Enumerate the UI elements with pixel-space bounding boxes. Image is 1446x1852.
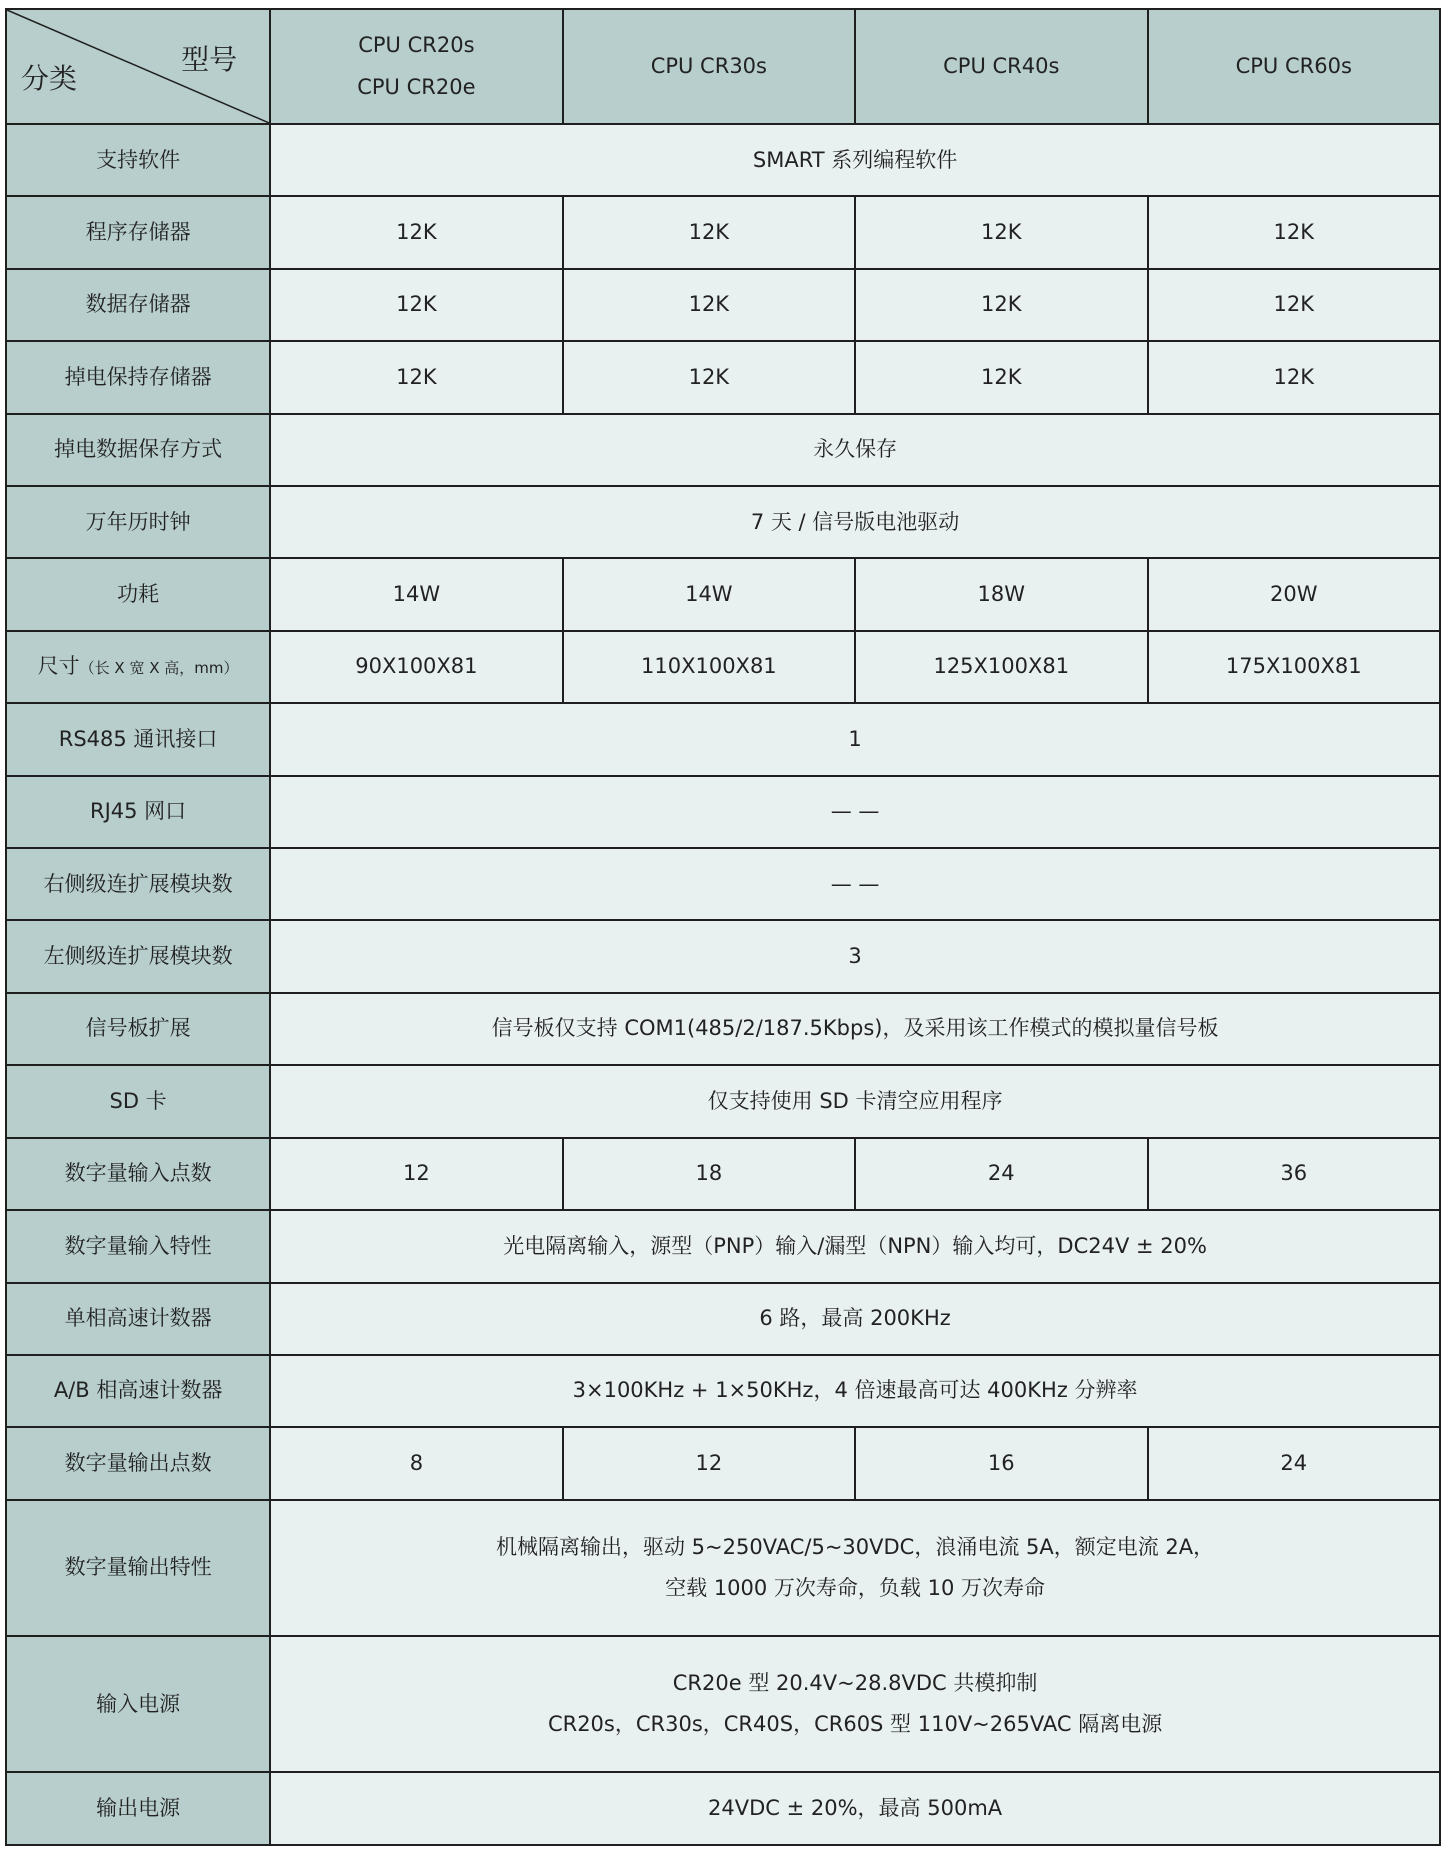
row-label-text: 尺寸: [37, 654, 80, 679]
spec-table: [5, 8, 1441, 1846]
row-rj45: [6, 776, 1440, 848]
row-label: SD 卡: [6, 1065, 270, 1137]
row-retention-method: [6, 414, 1440, 486]
row-left-expansion: [6, 920, 1440, 992]
row-digital-outputs: [6, 1427, 1440, 1499]
row-value: [270, 1636, 1440, 1772]
row-label: RJ45 网口: [6, 776, 270, 848]
row-cell: 36: [1148, 1138, 1440, 1210]
row-cell: 12: [563, 1427, 855, 1499]
model-header-cr60: [1148, 9, 1440, 124]
category-axis-label: 分类: [21, 61, 78, 95]
row-cell: 90X100X81: [270, 631, 562, 703]
model-name: CPU CR60s: [1235, 53, 1352, 78]
row-cell: 12K: [1148, 341, 1440, 413]
row-value-line: CR20s，CR30s，CR40S，CR60S 型 110V~265VAC 隔离电源: [547, 1712, 1163, 1737]
row-cell: 24: [1148, 1427, 1440, 1499]
row-value: 永久保存: [270, 414, 1440, 486]
row-cell: 16: [855, 1427, 1147, 1499]
row-software: [6, 124, 1440, 196]
row-cell: 12K: [855, 196, 1147, 268]
row-value-line: 空载 1000 万次寿命，负载 10 万次寿命: [665, 1575, 1046, 1600]
row-label: 信号板扩展: [6, 993, 270, 1065]
row-label: 数字量输入点数: [6, 1138, 270, 1210]
row-cell: 12K: [270, 196, 562, 268]
row-dimensions: [6, 631, 1440, 703]
row-cell: 12: [270, 1138, 562, 1210]
row-output-power: [6, 1772, 1440, 1845]
row-label: 程序存储器: [6, 196, 270, 268]
row-cell: 12K: [563, 196, 855, 268]
row-label: 右侧级连扩展模块数: [6, 848, 270, 920]
row-value: 24VDC ± 20%，最高 500mA: [270, 1772, 1440, 1845]
row-label: 支持软件: [6, 124, 270, 196]
row-label: 数字量输出特性: [6, 1500, 270, 1636]
row-cell: 12K: [855, 269, 1147, 341]
header-row: [6, 9, 1440, 124]
row-digital-inputs: [6, 1138, 1440, 1210]
row-value: — —: [270, 776, 1440, 848]
row-label: 万年历时钟: [6, 486, 270, 558]
row-label: 左侧级连扩展模块数: [6, 920, 270, 992]
row-retentive-memory: [6, 341, 1440, 413]
row-label: RS485 通讯接口: [6, 703, 270, 775]
row-cell: 12K: [270, 269, 562, 341]
row-value: [270, 1500, 1440, 1636]
row-value: 3×100KHz + 1×50KHz，4 倍速最高可达 400KHz 分辨率: [270, 1355, 1440, 1427]
row-label: 掉电数据保存方式: [6, 414, 270, 486]
model-name: CPU CR20s: [358, 33, 475, 58]
row-cell: 12K: [1148, 269, 1440, 341]
row-label: 单相高速计数器: [6, 1283, 270, 1355]
row-cell: 12K: [855, 341, 1147, 413]
row-label-note: （长 X 宽 X 高，mm）: [79, 659, 239, 678]
row-cell: 175X100X81: [1148, 631, 1440, 703]
row-right-expansion: [6, 848, 1440, 920]
row-label: 输出电源: [6, 1772, 270, 1845]
row-rtc: [6, 486, 1440, 558]
row-cell: 12K: [1148, 196, 1440, 268]
row-label: 输入电源: [6, 1636, 270, 1772]
model-header-cr40: [855, 9, 1147, 124]
row-cell: 14W: [270, 558, 562, 630]
row-cell: 20W: [1148, 558, 1440, 630]
row-cell: 14W: [563, 558, 855, 630]
model-name: CPU CR30s: [650, 53, 767, 78]
row-value-line: CR20e 型 20.4V~28.8VDC 共模抑制: [672, 1670, 1038, 1695]
model-name: CPU CR40s: [943, 53, 1060, 78]
row-cell: 8: [270, 1427, 562, 1499]
row-value: SMART 系列编程软件: [270, 124, 1440, 196]
row-label: 功耗: [6, 558, 270, 630]
row-value: 7 天 / 信号版电池驱动: [270, 486, 1440, 558]
model-axis-label: 型号: [181, 43, 238, 76]
row-cell: 24: [855, 1138, 1147, 1210]
corner-header-cell: [6, 9, 270, 124]
row-rs485: [6, 703, 1440, 775]
row-power-consumption: [6, 558, 1440, 630]
row-cell: 18W: [855, 558, 1147, 630]
row-value: — —: [270, 848, 1440, 920]
model-header-cr20: [270, 9, 562, 124]
row-sd-card: [6, 1065, 1440, 1137]
row-cell: 110X100X81: [563, 631, 855, 703]
row-cell: 12K: [563, 341, 855, 413]
row-value-line: 机械隔离输出，驱动 5~250VAC/5~30VDC，浪涌电流 5A，额定电流 2A，: [496, 1534, 1215, 1559]
row-cell: 125X100X81: [855, 631, 1147, 703]
model-header-cr30: [563, 9, 855, 124]
row-value: 1: [270, 703, 1440, 775]
model-name: CPU CR20e: [357, 74, 476, 99]
row-label: A/B 相高速计数器: [6, 1355, 270, 1427]
row-cell: 18: [563, 1138, 855, 1210]
row-value: 光电隔离输入，源型（PNP）输入/漏型（NPN）输入均可，DC24V ± 20%: [270, 1210, 1440, 1282]
row-value: 仅支持使用 SD 卡清空应用程序: [270, 1065, 1440, 1137]
row-cell: 12K: [563, 269, 855, 341]
row-value: 6 路，最高 200KHz: [270, 1283, 1440, 1355]
row-single-phase-counter: [6, 1283, 1440, 1355]
row-label: 数据存储器: [6, 269, 270, 341]
row-label: 数字量输出点数: [6, 1427, 270, 1499]
row-ab-phase-counter: [6, 1355, 1440, 1427]
row-value: 信号板仅支持 COM1(485/2/187.5Kbps)，及采用该工作模式的模拟量信号板: [270, 993, 1440, 1065]
row-value: 3: [270, 920, 1440, 992]
row-cell: 12K: [270, 341, 562, 413]
row-label: [6, 631, 270, 703]
row-signal-board: [6, 993, 1440, 1065]
row-label: 数字量输入特性: [6, 1210, 270, 1282]
row-program-memory: [6, 196, 1440, 268]
row-output-characteristics: [6, 1500, 1440, 1636]
row-data-memory: [6, 269, 1440, 341]
row-input-characteristics: [6, 1210, 1440, 1282]
row-input-power: [6, 1636, 1440, 1772]
row-label: 掉电保持存储器: [6, 341, 270, 413]
